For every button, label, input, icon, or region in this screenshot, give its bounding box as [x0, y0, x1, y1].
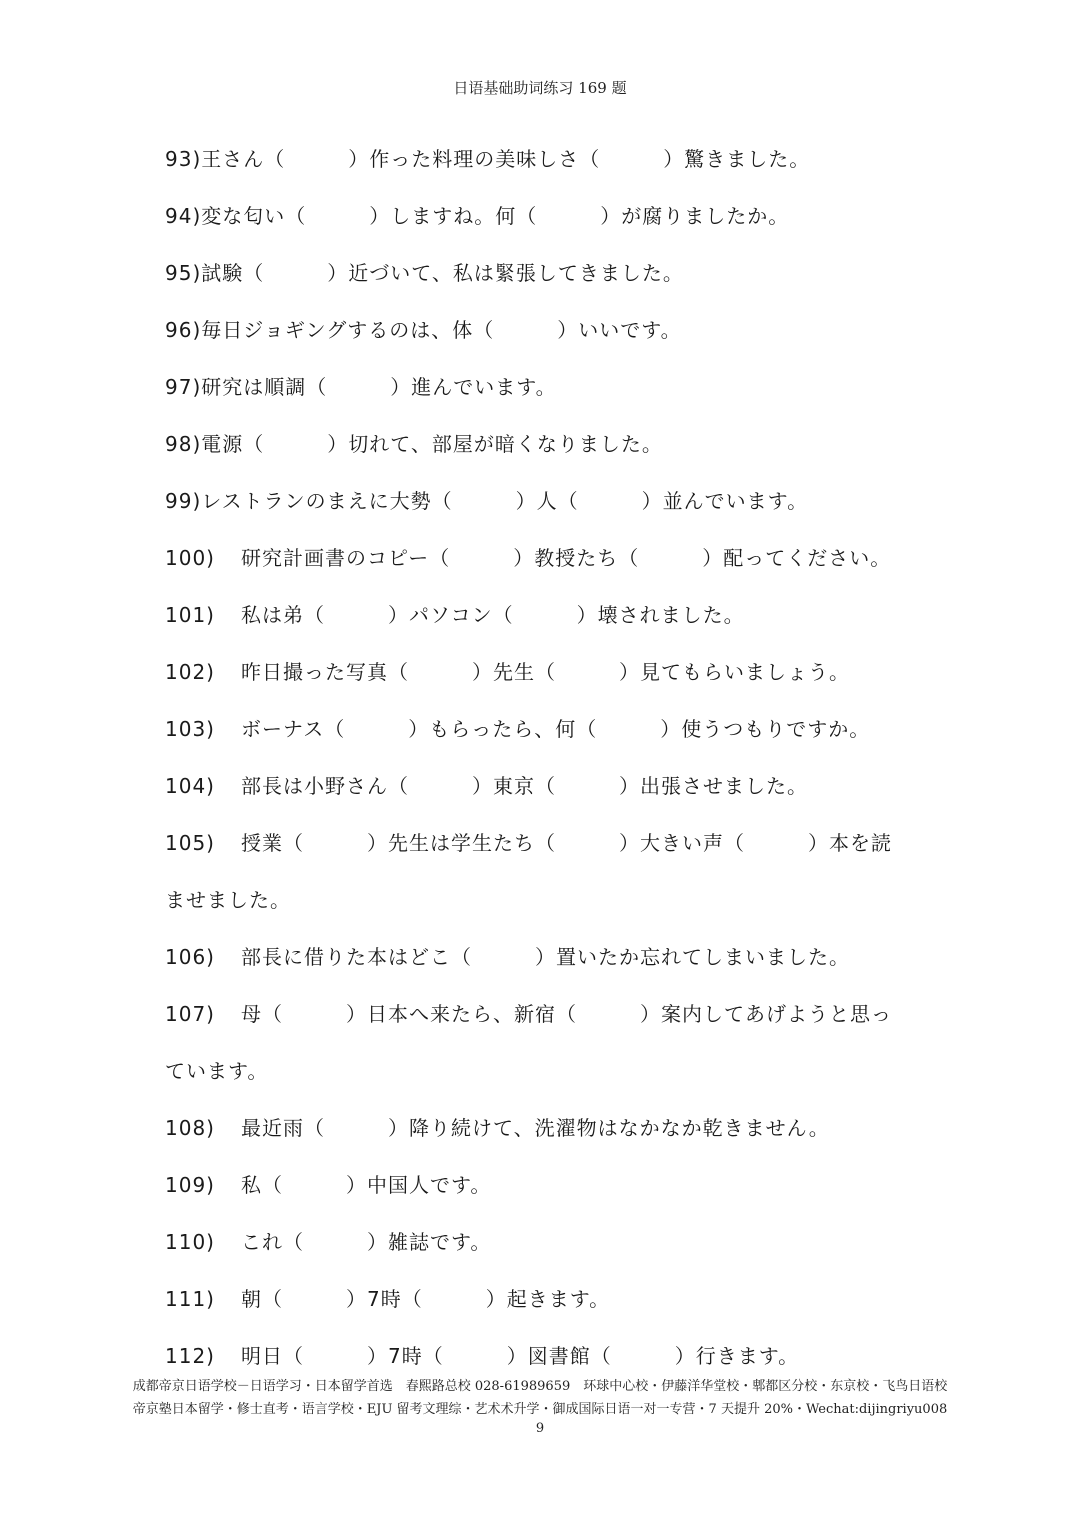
question-number: 94) [165, 204, 202, 228]
question-number: 104) [165, 774, 215, 798]
question-text: 変な匂い（ ）しますね。何（ ）が腐りましたか。 [201, 204, 790, 228]
footer-services-info: 帝京塾日本留学・修士直考・语言学校・EJU 留考文理综・艺术术升学・御成国际日语一对一专营・7 天提升 20%・Wechat:dijingriyu008 [132, 1402, 948, 1417]
question-text: 部長は小野さん（ ）東京（ ）出張させました。 [241, 774, 808, 798]
question-number: 110) [165, 1230, 215, 1254]
question-104 [165, 763, 945, 820]
question-107-continued [165, 1048, 945, 1105]
question-number: 107) [165, 1002, 215, 1026]
page-title: 日语基础助词练习 169 题 [453, 79, 627, 97]
question-100 [165, 535, 945, 592]
question-95 [165, 250, 945, 307]
question-text: 私（ ）中国人です。 [241, 1173, 492, 1197]
question-number: 99) [165, 489, 202, 513]
question-text: レストランのまえに大勢（ ）人（ ）並んでいます。 [201, 489, 809, 513]
question-number: 95) [165, 261, 202, 285]
question-98 [165, 421, 945, 478]
question-number: 112) [165, 1344, 215, 1368]
question-99 [165, 478, 945, 535]
question-107 [165, 991, 945, 1048]
question-number: 98) [165, 432, 202, 456]
question-93 [165, 136, 945, 193]
question-106 [165, 934, 945, 991]
question-text: 朝（ ）7時（ ）起きます。 [241, 1287, 611, 1311]
question-text: 部長に借りた本はどこ（ ）置いたか忘れてしまいました。 [241, 945, 850, 969]
page-number: 9 [535, 1421, 545, 1436]
question-text: ませました。 [165, 888, 291, 912]
footer-school-info: 成都帝京日语学校－日语学习・日本留学首选 春熙路总校 028-61989659 环球中心校・伊藤洋华堂校・郫都区分校・东京校・飞鸟日语校 [132, 1379, 948, 1394]
question-text: ボーナス（ ）もらったら、何（ ）使うつもりですか。 [241, 717, 871, 741]
question-number: 111) [165, 1287, 215, 1311]
question-number: 100) [165, 546, 215, 570]
question-number: 96) [165, 318, 202, 342]
question-text: 王さん（ ）作った料理の美味しさ（ ）驚きました。 [201, 147, 811, 171]
question-list [165, 136, 945, 1390]
question-text: ています。 [165, 1059, 269, 1083]
question-number: 106) [165, 945, 215, 969]
question-105 [165, 820, 945, 877]
question-text: 母（ ）日本へ来たら、新宿（ ）案内してあげようと思っ [241, 1002, 892, 1026]
question-103 [165, 706, 945, 763]
question-number: 105) [165, 831, 215, 855]
question-number: 97) [165, 375, 202, 399]
question-number: 101) [165, 603, 215, 627]
question-number: 108) [165, 1116, 215, 1140]
question-text: 最近雨（ ）降り続けて、洗濯物はなかなか乾きません。 [241, 1116, 830, 1140]
question-101 [165, 592, 945, 649]
question-number: 93) [165, 147, 202, 171]
question-text: 研究計画書のコピー（ ）教授たち（ ）配ってください。 [241, 546, 892, 570]
question-102 [165, 649, 945, 706]
question-text: 昨日撮った写真（ ）先生（ ）見てもらいましょう。 [241, 660, 850, 684]
question-number: 109) [165, 1173, 215, 1197]
question-text: 研究は順調（ ）進んでいます。 [201, 375, 557, 399]
question-105-continued [165, 877, 945, 934]
question-108 [165, 1105, 945, 1162]
question-97 [165, 364, 945, 421]
question-text: 私は弟（ ）パソコン（ ）壊されました。 [241, 603, 745, 627]
question-text: 毎日ジョギングするのは、体（ ）いいです。 [201, 318, 682, 342]
question-text: 電源（ ）切れて、部屋が暗くなりました。 [201, 432, 663, 456]
question-94 [165, 193, 945, 250]
question-109 [165, 1162, 945, 1219]
question-text: 授業（ ）先生は学生たち（ ）大きい声（ ）本を読 [241, 831, 892, 855]
question-number: 103) [165, 717, 215, 741]
question-111 [165, 1276, 945, 1333]
question-number: 102) [165, 660, 215, 684]
question-110 [165, 1219, 945, 1276]
question-96 [165, 307, 945, 364]
question-text: 明日（ ）7時（ ）図書館（ ）行きます。 [241, 1344, 800, 1368]
question-text: これ（ ）雑誌です。 [241, 1230, 492, 1254]
question-text: 試験（ ）近づいて、私は緊張してきました。 [201, 261, 684, 285]
